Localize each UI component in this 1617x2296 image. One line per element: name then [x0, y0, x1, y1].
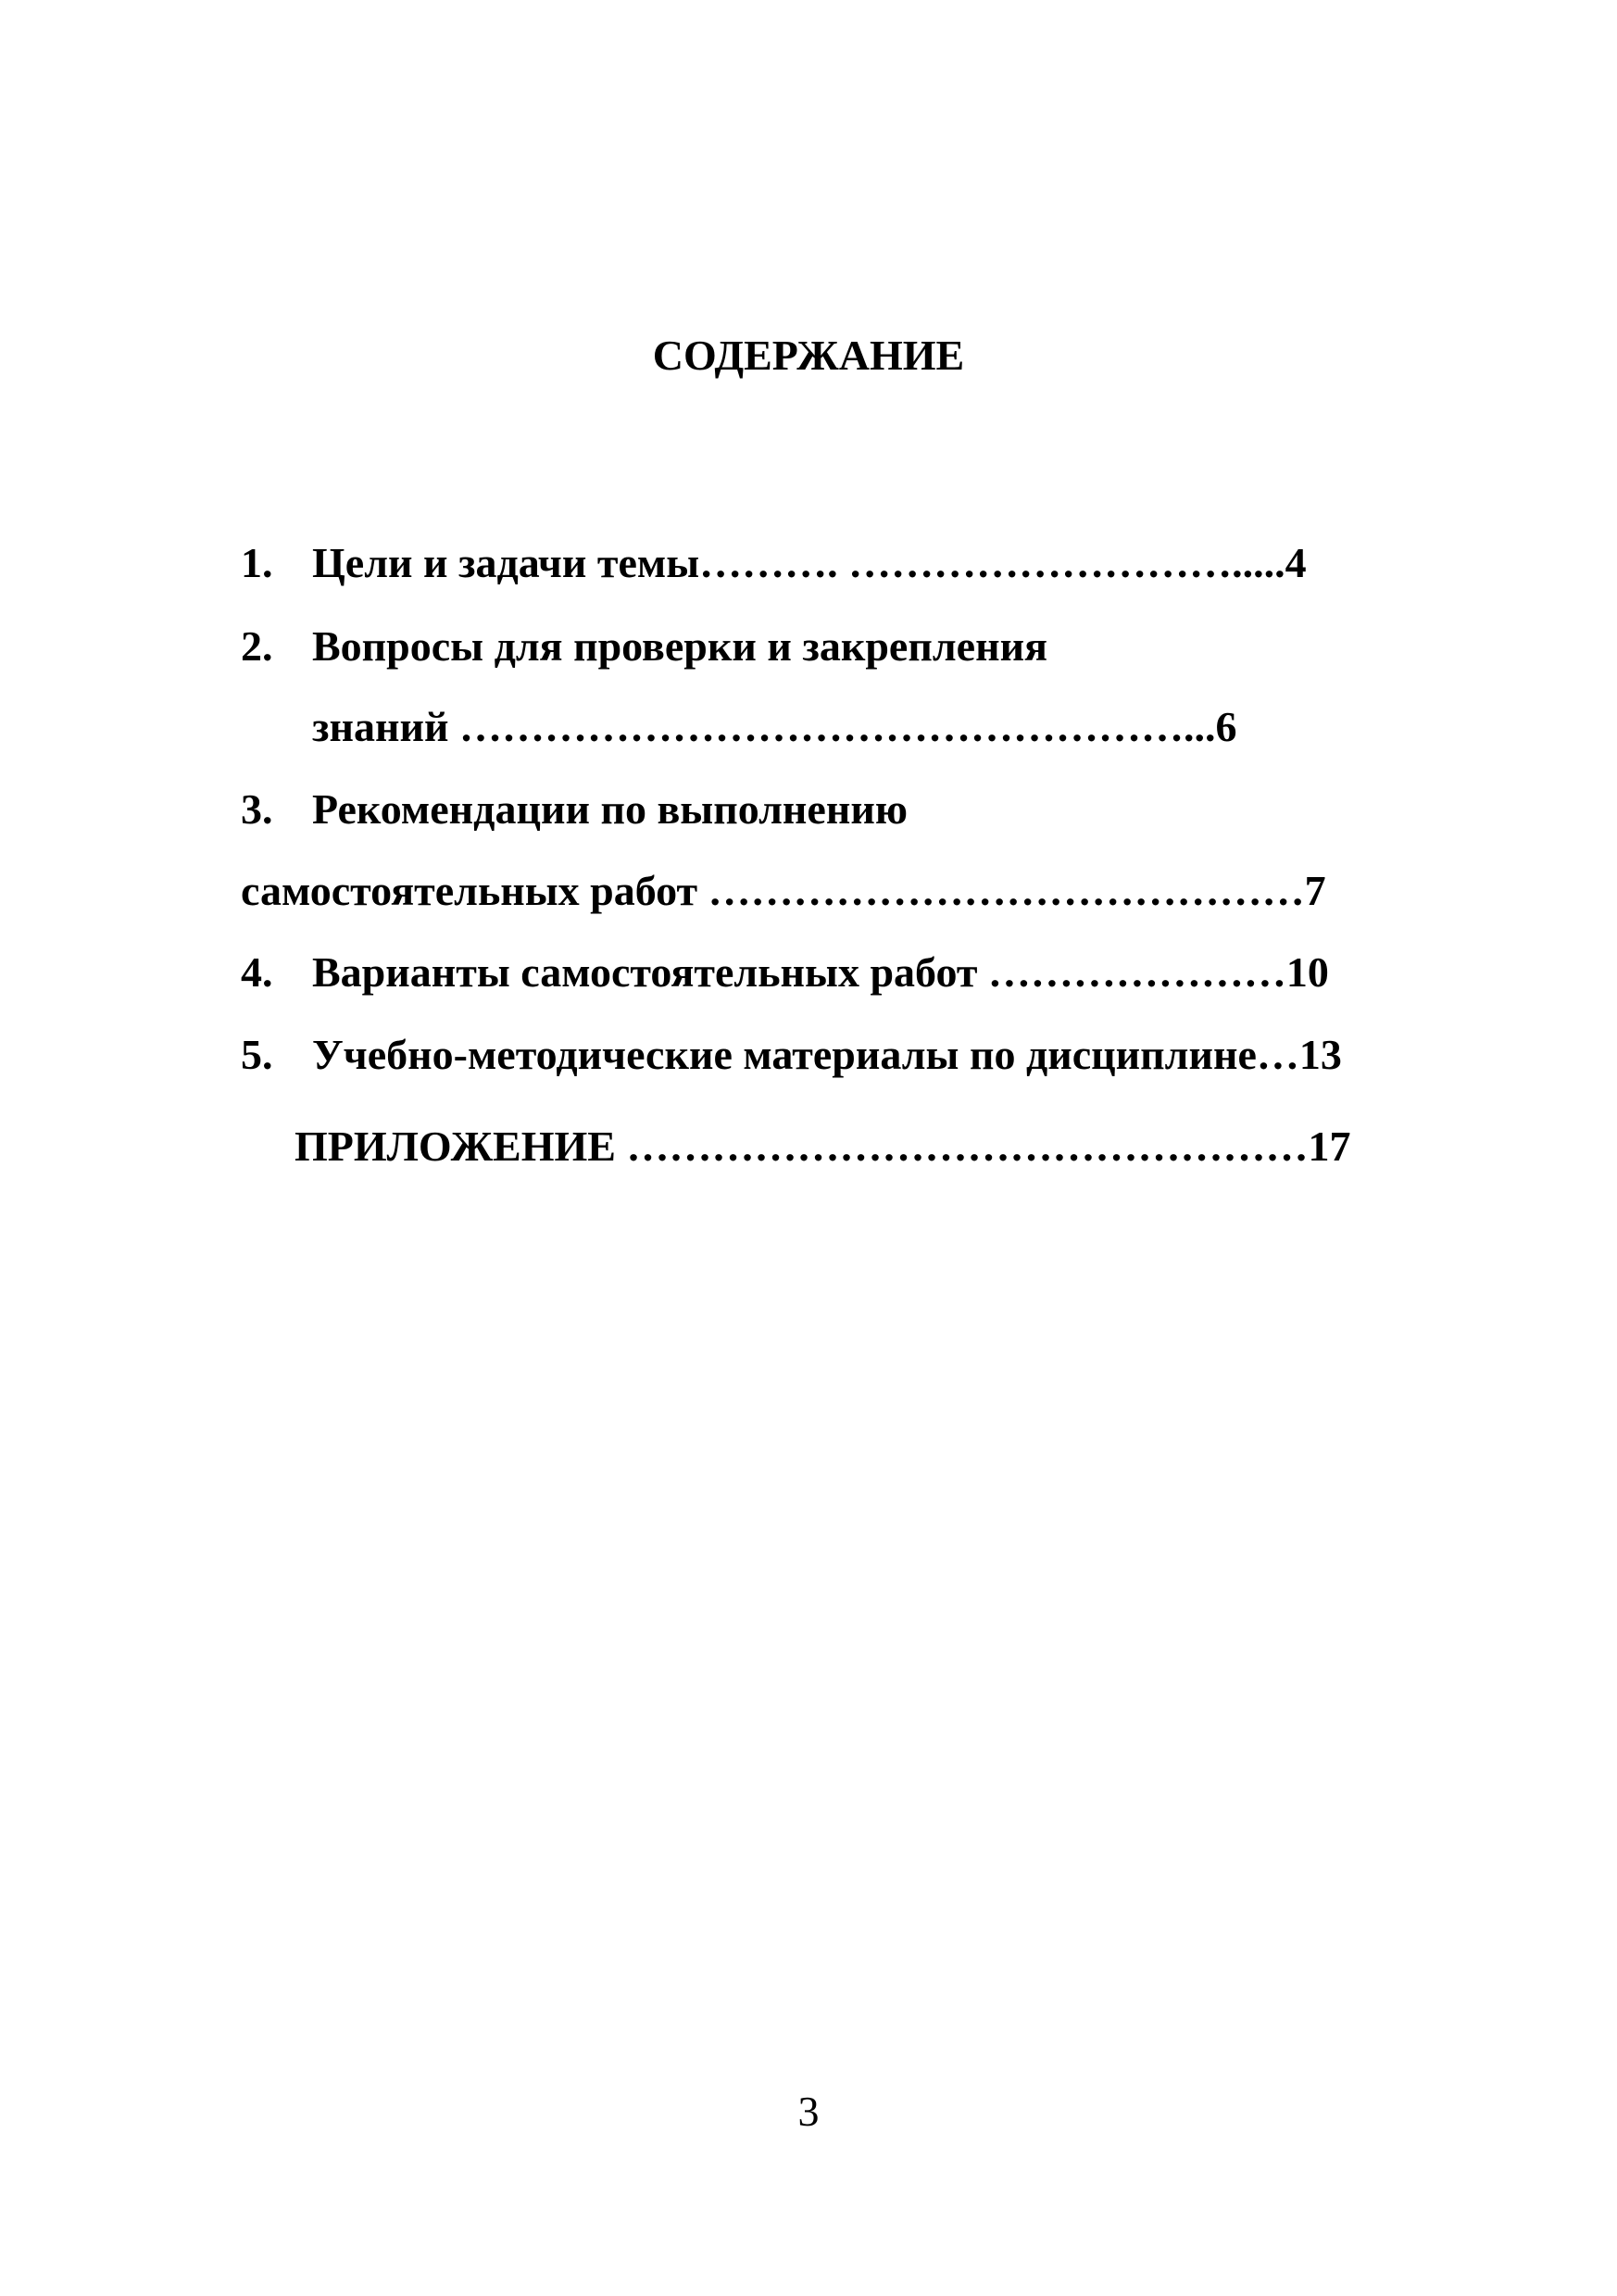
toc-entry-text: Вопросы для проверки и закрепления [312, 622, 1047, 670]
toc-entry-text: самостоятельных работ ……………………………………7 [241, 867, 1326, 914]
toc-entry-4 [241, 947, 1329, 998]
toc-entry-1 [241, 537, 1307, 589]
page-number: 3 [797, 2088, 820, 2135]
toc-entry-text: ПРИЛОЖЕНИЕ …………………………………………17 [295, 1123, 1351, 1170]
toc-entry-number: 1. [241, 539, 273, 586]
toc-entry-2 [241, 621, 1047, 672]
toc-entry-text: знаний ……………………………………………...6 [312, 703, 1237, 750]
page-title: СОДЕРЖАНИЕ [652, 332, 965, 379]
toc-entry-5 [241, 1029, 1342, 1081]
toc-entry-text: Варианты самостоятельных работ …………………10 [312, 948, 1329, 996]
toc-entry-number: 5. [241, 1031, 273, 1078]
toc-entry-appendix [295, 1121, 1350, 1173]
toc-entry-2-continuation [312, 701, 1237, 753]
toc-entry-3 [241, 784, 908, 835]
toc-entry-text: Цели и задачи темы………. ……………………….....4 [312, 539, 1307, 586]
toc-entry-text: Учебно-методические материалы по дисциплине…13 [312, 1031, 1342, 1078]
toc-entry-3-continuation [241, 865, 1326, 917]
toc-entry-number: 2. [241, 622, 273, 670]
toc-entry-number: 3. [241, 785, 273, 833]
toc-entry-number: 4. [241, 948, 273, 996]
toc-entry-text: Рекомендации по выполнению [312, 785, 909, 833]
